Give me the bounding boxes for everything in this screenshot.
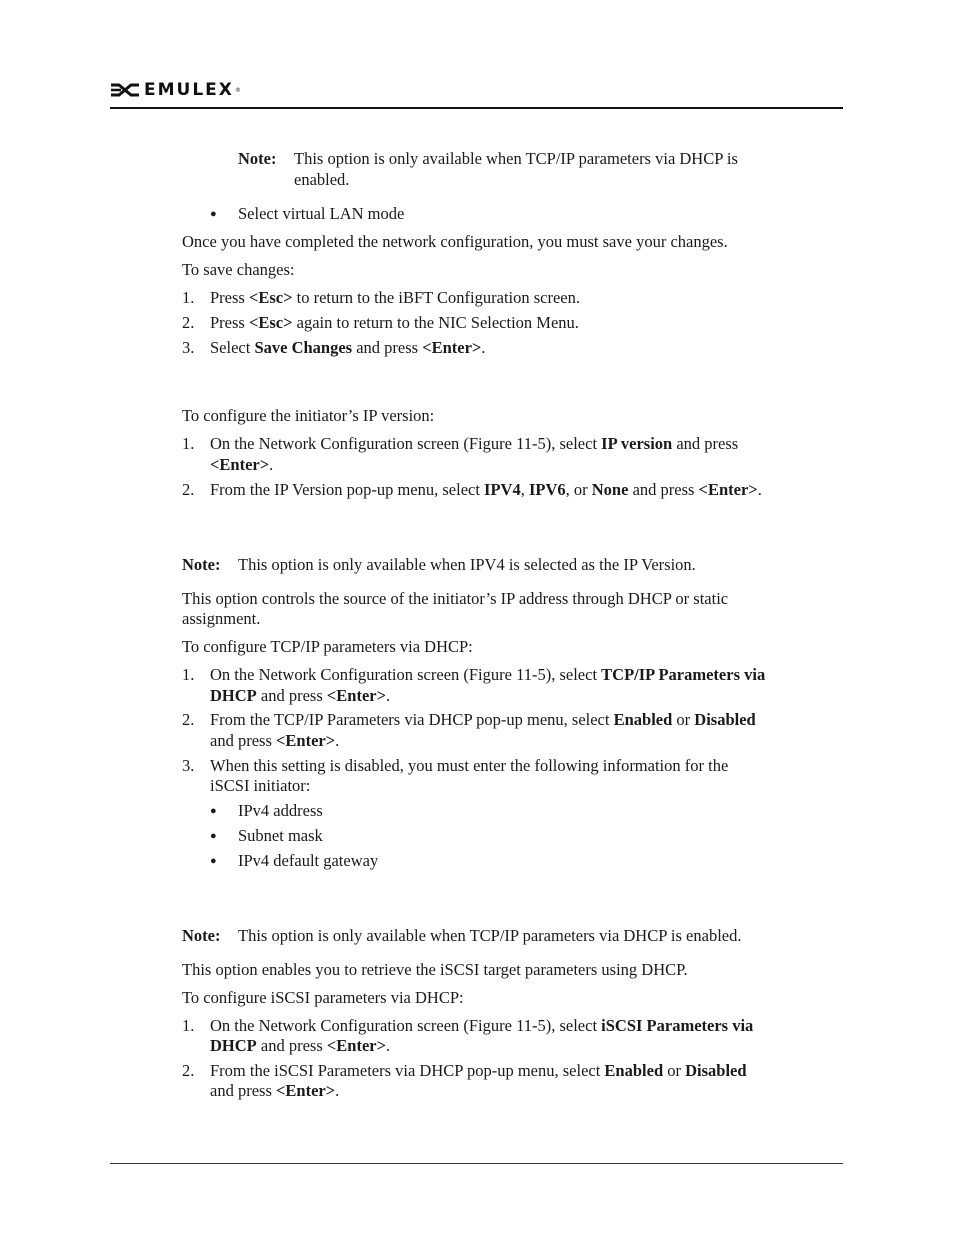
step-number: 3.	[182, 338, 195, 357]
step-number: 3.	[182, 756, 195, 775]
paragraph-once: Once you have completed the network configuration, you must save your changes.	[182, 232, 728, 251]
step-number: 1.	[182, 1016, 195, 1035]
step-number: 2.	[182, 1061, 195, 1080]
paragraph-iscsi: To configure iSCSI parameters via DHCP:	[182, 988, 464, 1007]
iscsi-step-1-line1: On the Network Configuration screen (Figure 11-5), select iSCSI Parameters via	[210, 1016, 754, 1035]
bullet-icon: ●	[210, 208, 217, 220]
footer-rule	[110, 1163, 843, 1164]
note-text-line1: This option is only available when TCP/IP parameters via DHCP is	[294, 149, 738, 168]
step-number: 1.	[182, 288, 195, 307]
note-label: Note:	[238, 149, 277, 168]
paragraph-tcp: To configure TCP/IP parameters via DHCP:	[182, 637, 473, 656]
note-label: Note:	[182, 555, 221, 574]
note-label: Note:	[182, 926, 221, 945]
step-number: 2.	[182, 313, 195, 332]
bullet-icon: ●	[210, 855, 217, 867]
paragraph-save: To save changes:	[182, 260, 295, 279]
paragraph-ipver: To configure the initiator’s IP version:	[182, 406, 435, 425]
step-number: 1.	[182, 434, 195, 453]
note-text: This option is only available when IPV4 is selected as the IP Version.	[238, 555, 696, 574]
save-step-1: Press <Esc> to return to the iBFT Configuration screen.	[210, 288, 581, 307]
ipver-step-1-line1: On the Network Configuration screen (Figure 11-5), select IP version and press	[210, 434, 739, 453]
save-step-3: Select Save Changes and press <Enter>.	[210, 338, 486, 357]
save-step-2: Press <Esc> again to return to the NIC Selection Menu.	[210, 313, 579, 332]
tcp-step-2-line1: From the TCP/IP Parameters via DHCP pop-up menu, select Enabled or Disabled	[210, 710, 756, 729]
list-item: IPv4 default gateway	[238, 851, 379, 870]
brand-name: EMULEX	[144, 80, 234, 100]
step-number: 2.	[182, 480, 195, 499]
tcp-step-3-line2: iSCSI initiator:	[210, 776, 311, 795]
step-number: 2.	[182, 710, 195, 729]
iscsi-step-2-line1: From the iSCSI Parameters via DHCP pop-up menu, select Enabled or Disabled	[210, 1061, 747, 1080]
iscsi-step-1-line2: DHCP and press <Enter>.	[210, 1036, 391, 1055]
trademark: ®	[234, 86, 241, 94]
list-item: Subnet mask	[238, 826, 323, 845]
bullet-vlan: Select virtual LAN mode	[238, 204, 405, 223]
header-rule	[110, 107, 843, 109]
paragraph-source-line2: assignment.	[182, 609, 261, 628]
tcp-step-1-line1: On the Network Configuration screen (Figure 11-5), select TCP/IP Parameters via	[210, 665, 766, 684]
step-number: 1.	[182, 665, 195, 684]
bullet-icon: ●	[210, 805, 217, 817]
paragraph-source-line1: This option controls the source of the initiator’s IP address through DHCP or static	[182, 589, 729, 608]
ipver-step-1-line2: <Enter>.	[210, 455, 274, 474]
paragraph-iscsi-enable: This option enables you to retrieve the iSCSI target parameters using DHCP.	[182, 960, 688, 979]
list-item: IPv4 address	[238, 801, 323, 820]
emulex-logo-icon	[110, 82, 140, 98]
ipver-step-2: From the IP Version pop-up menu, select IPV4, IPV6, or None and press <Enter>.	[210, 480, 762, 499]
note-text-line2: enabled.	[294, 170, 350, 189]
bullet-icon: ●	[210, 830, 217, 842]
tcp-step-2-line2: and press <Enter>.	[210, 731, 340, 750]
tcp-step-3-line1: When this setting is disabled, you must enter the following information for the	[210, 756, 729, 775]
iscsi-step-2-line2: and press <Enter>.	[210, 1081, 340, 1100]
tcp-step-1-line2: DHCP and press <Enter>.	[210, 686, 391, 705]
note-text: This option is only available when TCP/IP parameters via DHCP is enabled.	[238, 926, 742, 945]
emulex-logo	[110, 79, 241, 101]
